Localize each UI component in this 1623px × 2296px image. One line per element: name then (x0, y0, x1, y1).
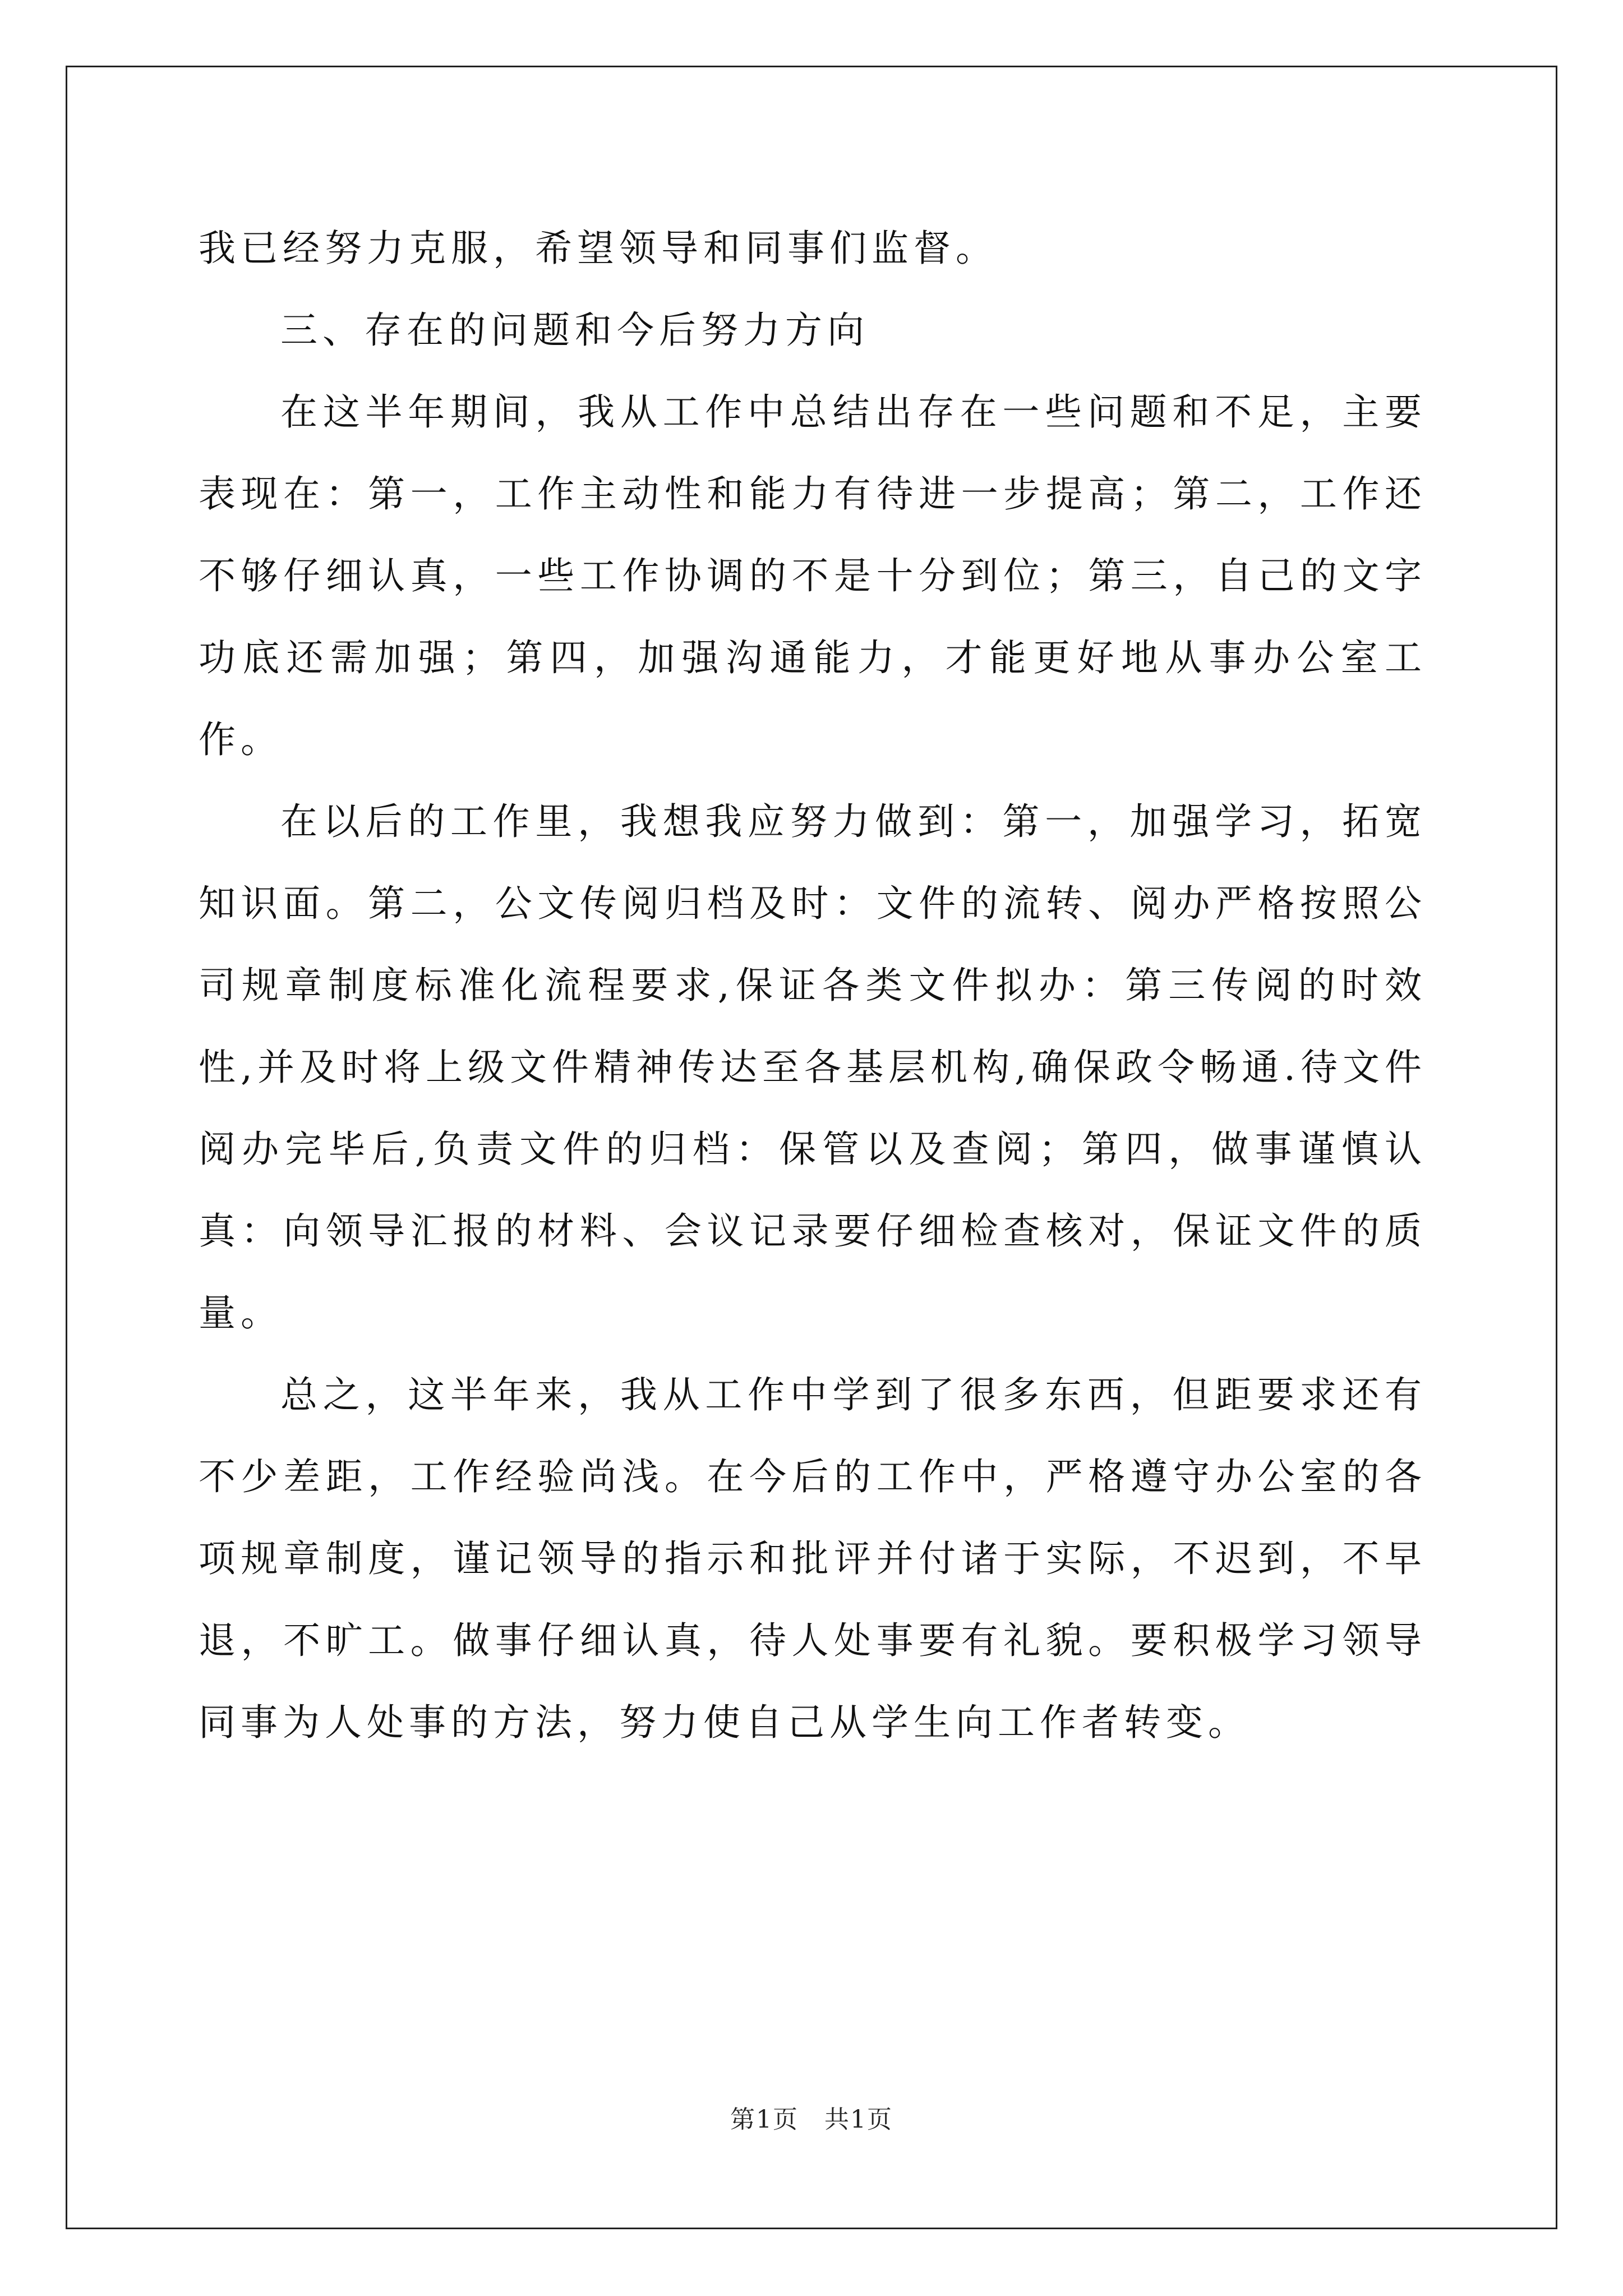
paragraph-1: 我已经努力克服，希望领导和同事们监督。 (199, 227, 998, 270)
paragraph-4: 在以后的工作里，我想我应努力做到：第一，加强学习，拓宽知识面。第二，公文传阅归档及时：文件的流转、阅办严格按照公司规章制度标准化流程要求,保证各类文件拟办：第三传阅的时效性,并及时将上级文件精神传达至各基层机构,确保政令畅通.待文件阅办完毕后,负责文件的归档：保管以及查阅；第四，做事谨慎认真：向领导汇报的材料、会议记录要仔细检查核对，保证文件的质量。 (199, 800, 1427, 1335)
section-heading: 三、存在的问题和今后努力方向 (280, 309, 869, 352)
page-footer: 第1页 共1页 (730, 2105, 893, 2134)
paragraph-3: 在这半年期间，我从工作中总结出存在一些问题和不足，主要表现在：第一，工作主动性和能力有待进一步提高；第二，工作还不够仔细认真，一些工作协调的不是十分到位；第三，自己的文字功底还需加强；第四，加强沟通能力，才能更好地从事办公室工作。 (199, 390, 1427, 761)
paragraph-5: 总之，这半年来，我从工作中学到了很多东西，但距要求还有不少差距，工作经验尚浅。在今后的工作中，严格遵守办公室的各项规章制度，谨记领导的指示和批评并付诸于实际，不迟到，不早退，不旷工。做事仔细认真，待人处事要有礼貌。要积极学习领导同事为人处事的方法，努力使自己从学生向工作者转变。 (199, 1373, 1427, 1744)
document-body (199, 208, 1427, 1764)
